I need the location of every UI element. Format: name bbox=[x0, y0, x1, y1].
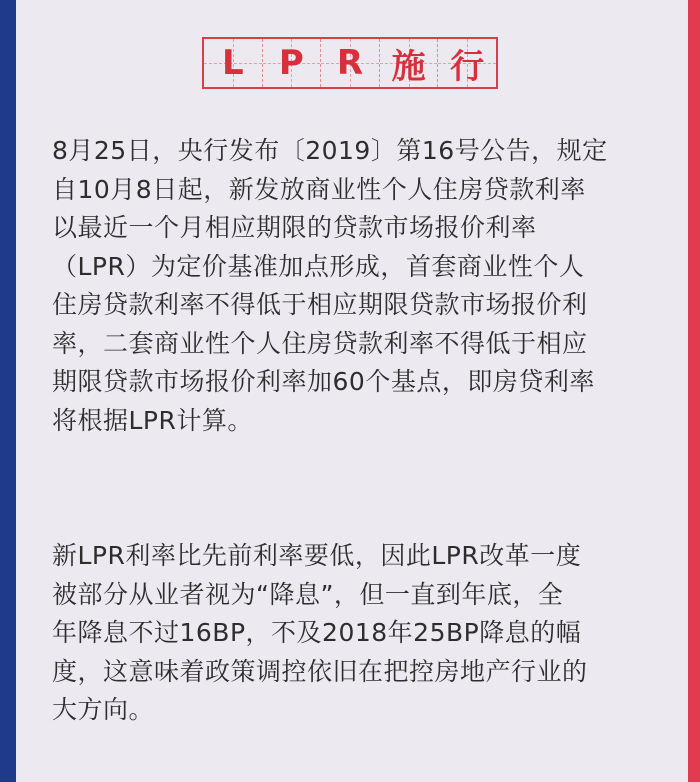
text-line: 率，二套商业性个人住房贷款利率不得低于相应 bbox=[52, 328, 588, 358]
text-line: 期限贷款市场报价利率加60个基点，即房贷利率 bbox=[52, 367, 595, 396]
text-line: 大方向。 bbox=[52, 695, 155, 724]
left-blue-stripe bbox=[0, 0, 16, 782]
text-line: 年降息不过16BP，不及2018年25BP降息的幅 bbox=[52, 618, 582, 647]
text-line: 自10月8日起，新发放商业性个人住房贷款利率 bbox=[52, 174, 586, 204]
paragraph-lpr-announcement bbox=[52, 132, 658, 440]
text-line: 被部分从业者视为“降息”，但一直到年底，全 bbox=[52, 579, 564, 609]
right-red-stripe bbox=[688, 0, 700, 782]
title-char-cell: P bbox=[262, 39, 321, 87]
text-line: 以最近一个月相应期限的贷款市场报价利率 bbox=[52, 213, 537, 242]
text-line: 度，这意味着政策调控依旧在把控房地产行业的 bbox=[52, 656, 588, 686]
text-line: 住房贷款利率不得低于相应期限贷款市场报价利 bbox=[52, 290, 588, 319]
title-char-cell: L bbox=[204, 39, 262, 87]
paragraph-lpr-analysis bbox=[52, 537, 658, 730]
title-char-cell: R bbox=[320, 39, 379, 87]
text-line: 新LPR利率比先前利率要低，因此LPR改革一度 bbox=[52, 541, 582, 570]
title-char-cell: 行 bbox=[437, 39, 496, 87]
title-char-cell: 施 bbox=[379, 39, 438, 87]
text-line: （LPR）为定价基准加点形成，首套商业性个人 bbox=[52, 251, 585, 281]
text-line: 8月25日，央行发布〔2019〕第16号公告，规定 bbox=[52, 136, 608, 165]
page-title bbox=[202, 37, 498, 89]
text-line: 将根据LPR计算。 bbox=[52, 405, 253, 435]
